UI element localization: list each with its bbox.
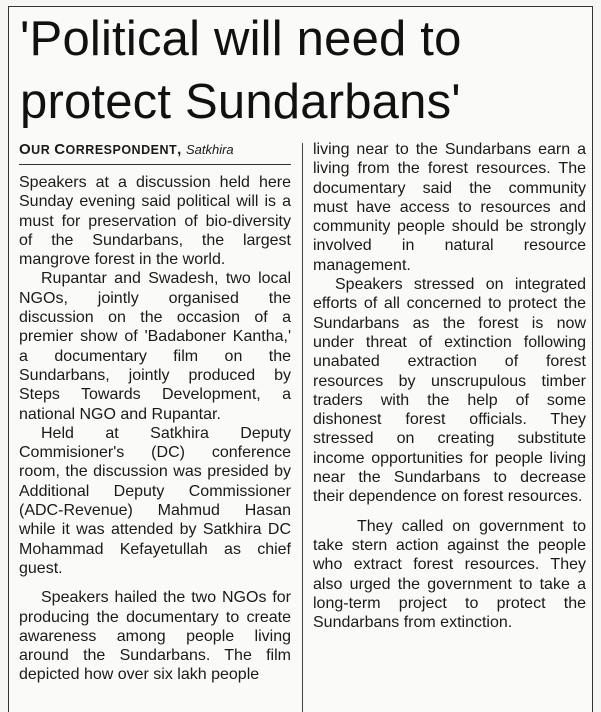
- paragraph: Speakers at a discussion held here Sunday evening said political will is a must for preservation of bio-diversity of the Sundarbans, the largest mangrove forest in the world.: [19, 174, 291, 269]
- paragraph: Held at Satkhira Deputy Commisioner's (DC) conference room, the discussion was presided by Additional Deputy Commissioner (ADC-Revenue) Mahmud Hasan while it was attended by Satkhira DC Mohammad Kefayetullah as chief guest.: [19, 424, 291, 577]
- article-column-left: [19, 140, 291, 685]
- column-divider: [302, 143, 303, 712]
- byline-location: Satkhira: [185, 142, 234, 157]
- paragraph: Speakers hailed the two NGOs for producing the documentary to create awareness among people living around the Sundarbans. The film depicted how over six lakh people: [19, 589, 291, 684]
- paragraph: Rupantar and Swadesh, two local NGOs, jointly organised the discussion on the occasion of a premier show of 'Badaboner Kantha,' a documentary film on the Sundarbans, jointly produced by Steps Towards Development, a national NGO and Rupantar.: [19, 270, 291, 423]
- paragraph: living near to the Sundarbans earn a living from the forest resources. The documentary said the community must have access to resources and community people should be strongly involved in natural resource management.: [313, 141, 586, 274]
- paragraph: They called on government to take stern action against the people who extract forest resources. They also urged the government to take a long-term project to protect the Sundarbans from extinction.: [313, 517, 586, 632]
- byline-author: OUR CORRESPONDENT,: [19, 141, 182, 158]
- paragraph: Speakers stressed on integrated efforts of all concerned to protect the Sundarbans as the forest is now under threat of extinction following unabated extraction of forest resources by unscrupulous timber traders with the help of some dishonest forest officials. They stressed on creating substitute income opportunities for people living near the Sundarbans to decrease their dependence on forest resources.: [313, 276, 586, 506]
- byline: [19, 140, 291, 165]
- headline: 'Political will need to protect Sundarbans': [20, 12, 462, 129]
- article-column-right: [313, 140, 586, 632]
